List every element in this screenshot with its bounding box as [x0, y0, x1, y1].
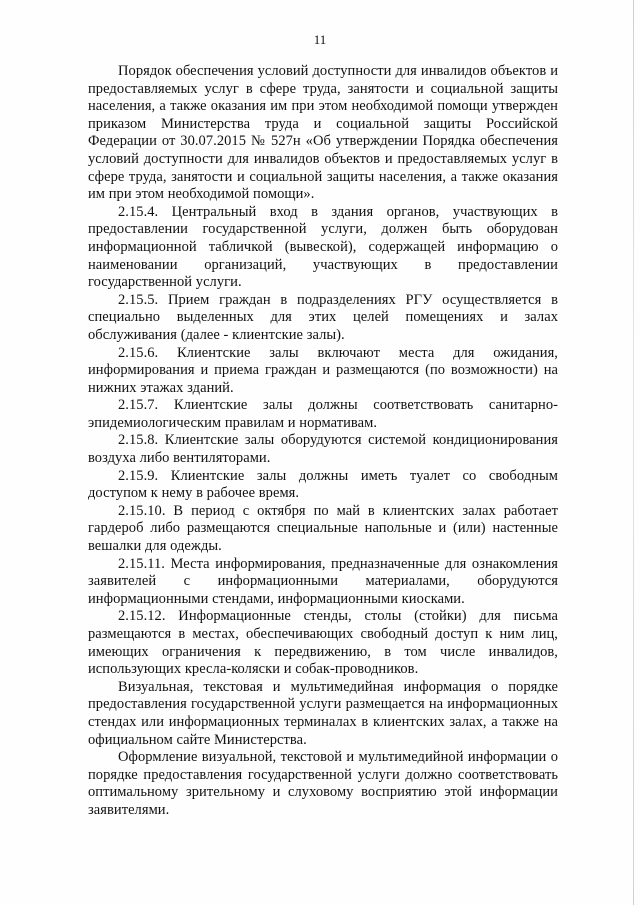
paragraph-2-15-10: 2.15.10. В период с октября по май в клиентских залах работает гардероб либо размещаются специальные напольные и (или) настенные вешалки для одежды.	[88, 502, 558, 555]
paragraph-2-15-6: 2.15.6. Клиентские залы включают места для ожидания, информирования и приема граждан и размещаются (по возможности) на нижних этажах зданий.	[88, 344, 558, 396]
paragraph-2-15-11: 2.15.11. Места информирования, предназначенные для ознакомления заявителей с информационными материалами, оборудуются информационными стендами, информационными киосками.	[88, 555, 558, 607]
paragraph-2-15-5: 2.15.5. Прием граждан в подразделениях РГУ осуществляется в специально выделенных для этих целей помещениях и залах обслуживания (далее - клиентские залы).	[88, 291, 558, 343]
paragraph-2-15-8: 2.15.8. Клиентские залы оборудуются системой кондиционирования воздуха либо вентиляторами.	[88, 432, 558, 467]
paragraph-2-15-12: 2.15.12. Информационные стенды, столы (стойки) для письма размещаются в местах, обеспечивающих свободный доступ к ним лиц, имеющих ограничения к передвижению, в том числе инвалидов, использующих кресла-коляски и собак-проводников.	[88, 608, 558, 678]
paragraph-2-15-4: 2.15.4. Центральный вход в здания органов, участвующих в предоставлении государственной услуги, должен быть оборудован информационной табличкой (вывеской), содержащей информацию о наименовании организаций, участвующих в предоставлении государственной услуги.	[88, 203, 558, 291]
paragraph-2-15-7: 2.15.7. Клиентские залы должны соответствовать санитарно-эпидемиологическим правилам и нормативам.	[88, 397, 558, 431]
page-number: 11	[313, 32, 327, 47]
paragraph-visual-information: Визуальная, текстовая и мультимедийная информация о порядке предоставления государственной услуги размещается на информационных стендах или информационных терминалах в клиентских залах, а также на официальном сайте Министерства.	[88, 678, 558, 748]
document-body	[88, 63, 558, 820]
paragraph-accessibility-order: Порядок обеспечения условий доступности для инвалидов объектов и предоставляемых услуг в сфере труда, занятости и социальной защиты населения, а также оказания им при этом необходимой помощи утвержден приказом Министерства труда и социальной защиты Российской Федерации от 30.07.2015 № 527н «Об утверждении Порядка обеспечения условий доступности для инвалидов объектов и предоставляемых услуг в сфере труда, занятости и социальной защиты населения, а также оказания им при этом необходимой помощи».	[88, 63, 558, 203]
scan-edge-line	[633, 0, 634, 905]
paragraph-2-15-9: 2.15.9. Клиентские залы должны иметь туалет со свободным доступом к нему в рабочее время.	[88, 467, 558, 502]
paragraph-information-design: Оформление визуальной, текстовой и мультимедийной информации о порядке предоставления государственной услуги должно соответствовать оптимальному зрительному и слуховому восприятию этой информации заявителями.	[88, 749, 558, 818]
